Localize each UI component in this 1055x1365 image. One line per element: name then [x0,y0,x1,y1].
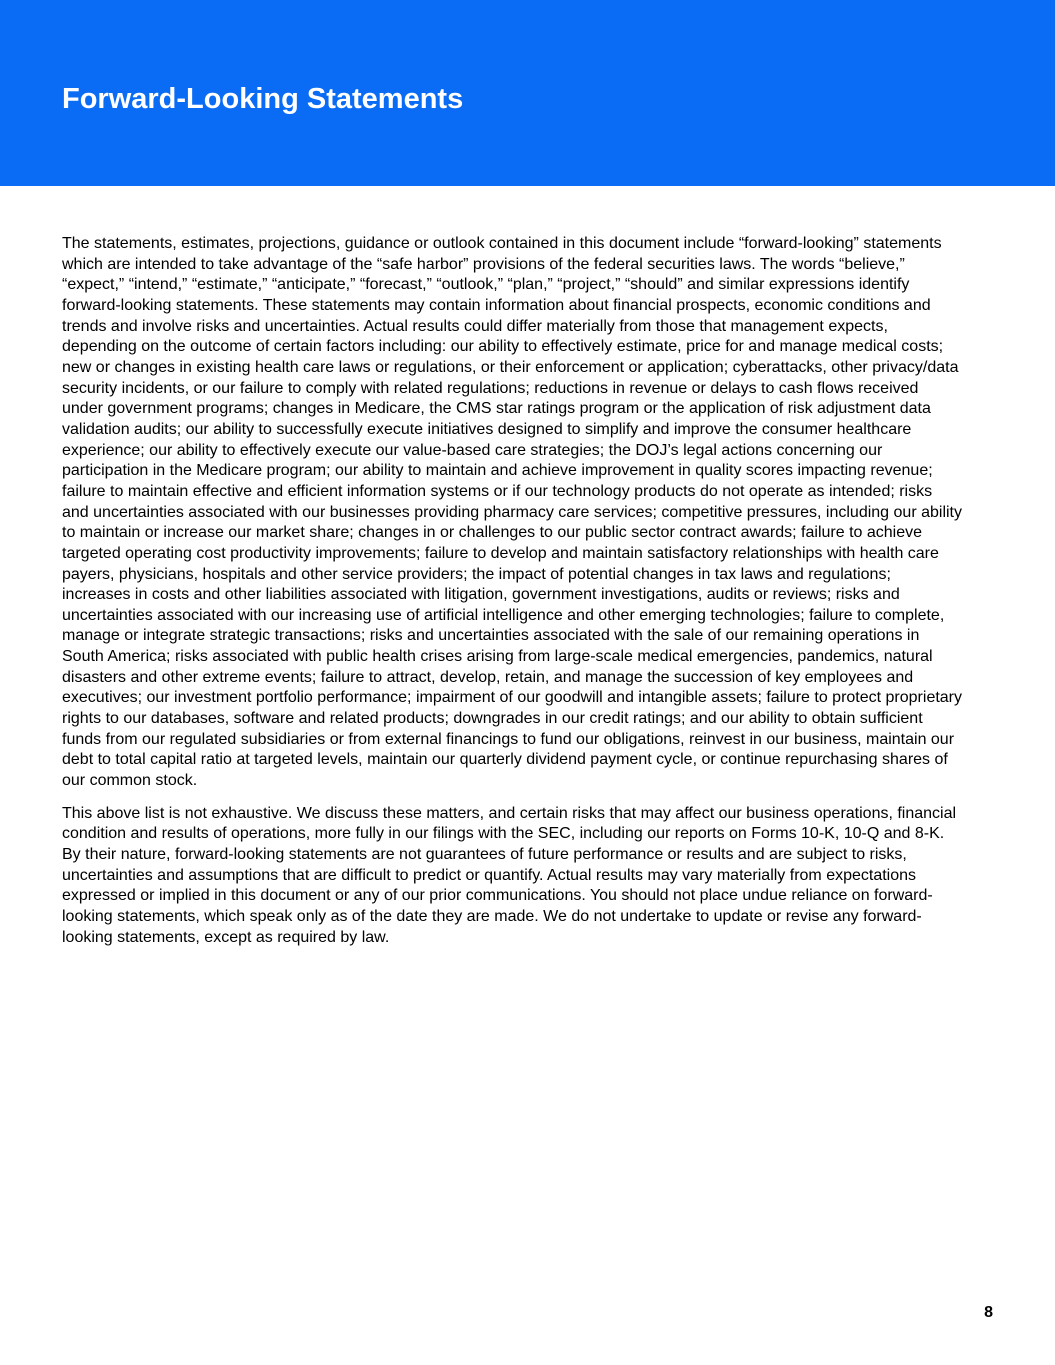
page-number: 8 [984,1304,993,1321]
page-title: Forward-Looking Statements [62,83,464,115]
paragraph-forward-looking-factors: The statements, estimates, projections, guidance or outlook contained in this document include “forward-looking” statements which are intended to take advantage of the “safe harbor” provisions of the federal securities laws. The words “believe,” “expect,” “intend,” “estimate,” “anticipate,” “forecast,” “outlook,” “plan,” “project,” “should” and similar expressions identify forward-looking statements. These statements may contain information about financial prospects, economic conditions and trends and involve risks and uncertainties. Actual results could differ materially from those that management expects, depending on the outcome of certain factors including: our ability to effectively estimate, price for and manage medical costs; new or changes in existing health care laws or regulations, or their enforcement or application; cyberattacks, other privacy/data security incidents, or our failure to comply with related regulations; reductions in revenue or delays to cash flows received under government programs; changes in Medicare, the CMS star ratings program or the application of risk adjustment data validation audits; our ability to successfully execute initiatives designed to simplify and improve the consumer healthcare experience; our ability to effectively execute our value-based care strategies; the DOJ’s legal actions concerning our participation in the Medicare program; our ability to maintain and achieve improvement in quality scores impacting revenue; failure to maintain effective and efficient information systems or if our technology products do not operate as intended; risks and uncertainties associated with our businesses providing pharmacy care services; competitive pressures, including our ability to maintain or increase our market share; changes in or challenges to our public sector contract awards; failure to achieve targeted operating cost productivity improvements; failure to develop and maintain satisfactory relationships with health care payers, physicians, hospitals and other service providers; the impact of potential changes in tax laws and regulations; increases in costs and other liabilities associated with litigation, government investigations, audits or reviews; risks and uncertainties associated with our increasing use of artificial intelligence and other emerging technologies; failure to complete, manage or integrate strategic transactions; risks and uncertainties associated with the sale of our remaining operations in South America; risks associated with public health crises arising from large-scale medical emergencies, pandemics, natural disasters and other extreme events; failure to attract, develop, retain, and manage the succession of key employees and executives; our investment portfolio performance; impairment of our goodwill and intangible assets; failure to protect proprietary rights to our databases, software and related products; downgrades in our credit ratings; and our ability to obtain sufficient funds from our regulated subsidiaries or from external financings to fund our obligations, reinvest in our business, maintain our debt to total capital ratio at targeted levels, maintain our quarterly dividend payment cycle, or continue repurchasing shares of our common stock. [62,235,963,790]
header-band [0,0,1055,186]
document-body [62,234,962,960]
paragraph-disclaimer: This above list is not exhaustive. We discuss these matters, and certain risks that may affect our business operations, financial condition and results of operations, more fully in our filings with the SEC, including our reports on Forms 10-K, 10-Q and 8-K. By their nature, forward-looking statements are not guarantees of future performance or results and are subject to risks, uncertainties and assumptions that are difficult to predict or quantify. Actual results may vary materially from expectations expressed or implied in this document or any of our prior communications. You should not place undue reliance on forward-looking statements, which speak only as of the date they are made. We do not undertake to update or revise any forward-looking statements, except as required by law. [62,804,957,946]
